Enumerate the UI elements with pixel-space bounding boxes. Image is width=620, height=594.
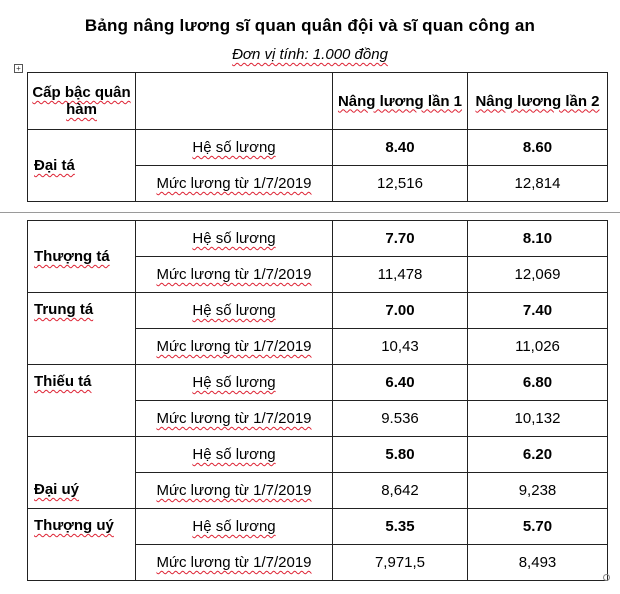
salary-label: Mức lương từ 1/7/2019 bbox=[136, 166, 333, 202]
salary-raise-1: 7,971,5 bbox=[333, 545, 468, 581]
rank-cell: Đại uý bbox=[28, 437, 136, 509]
coef-label: Hệ số lương bbox=[136, 509, 333, 545]
rank-cell: Đại tá bbox=[28, 130, 136, 202]
coef-raise-2: 8.10 bbox=[468, 221, 608, 257]
coef-raise-2: 6.20 bbox=[468, 437, 608, 473]
page-break-divider bbox=[0, 212, 620, 213]
coef-raise-1: 5.80 bbox=[333, 437, 468, 473]
unit-text: Đơn vị tính: 1.000 đồng bbox=[232, 46, 388, 63]
table-move-handle-icon[interactable]: + bbox=[14, 64, 23, 73]
header-blank bbox=[136, 73, 333, 130]
salary-table-part-1 bbox=[27, 72, 608, 202]
salary-label: Mức lương từ 1/7/2019 bbox=[136, 401, 333, 437]
coef-label: Hệ số lương bbox=[136, 130, 333, 166]
table-row bbox=[28, 130, 608, 166]
header-raise-1: Nâng lương lần 1 bbox=[333, 73, 468, 130]
coef-raise-2: 6.80 bbox=[468, 365, 608, 401]
coef-raise-2: 8.60 bbox=[468, 130, 608, 166]
coef-raise-1: 8.40 bbox=[333, 130, 468, 166]
rank-cell: Trung tá bbox=[28, 293, 136, 365]
salary-raise-1: 11,478 bbox=[333, 257, 468, 293]
salary-raise-2: 8,493 bbox=[468, 545, 608, 581]
table-row bbox=[28, 365, 608, 401]
resize-handle-icon[interactable] bbox=[603, 574, 610, 581]
salary-raise-1: 8,642 bbox=[333, 473, 468, 509]
table-row bbox=[28, 509, 608, 545]
salary-raise-1: 9.536 bbox=[333, 401, 468, 437]
coef-label: Hệ số lương bbox=[136, 365, 333, 401]
coef-raise-2: 5.70 bbox=[468, 509, 608, 545]
unit-note bbox=[0, 46, 620, 63]
salary-label: Mức lương từ 1/7/2019 bbox=[136, 545, 333, 581]
coef-label: Hệ số lương bbox=[136, 437, 333, 473]
table-row bbox=[28, 437, 608, 473]
rank-cell: Thượng tá bbox=[28, 221, 136, 293]
document-title: Bảng nâng lương sĩ quan quân đội và sĩ quan công an bbox=[84, 16, 536, 35]
salary-label: Mức lương từ 1/7/2019 bbox=[136, 257, 333, 293]
coef-raise-1: 7.00 bbox=[333, 293, 468, 329]
salary-raise-2: 9,238 bbox=[468, 473, 608, 509]
coef-raise-2: 7.40 bbox=[468, 293, 608, 329]
coef-raise-1: 7.70 bbox=[333, 221, 468, 257]
coef-label: Hệ số lương bbox=[136, 221, 333, 257]
salary-label: Mức lương từ 1/7/2019 bbox=[136, 329, 333, 365]
table-row bbox=[28, 293, 608, 329]
rank-cell: Thiếu tá bbox=[28, 365, 136, 437]
salary-label: Mức lương từ 1/7/2019 bbox=[136, 473, 333, 509]
salary-raise-2: 11,026 bbox=[468, 329, 608, 365]
coef-raise-1: 5.35 bbox=[333, 509, 468, 545]
rank-cell: Thượng uý bbox=[28, 509, 136, 581]
salary-raise-1: 10,43 bbox=[333, 329, 468, 365]
header-row bbox=[28, 73, 608, 130]
salary-raise-1: 12,516 bbox=[333, 166, 468, 202]
coef-label: Hệ số lương bbox=[136, 293, 333, 329]
header-rank: Cấp bậc quân hàm bbox=[28, 73, 136, 130]
salary-raise-2: 10,132 bbox=[468, 401, 608, 437]
salary-raise-2: 12,814 bbox=[468, 166, 608, 202]
table-row bbox=[28, 221, 608, 257]
header-raise-2: Nâng lương lần 2 bbox=[468, 73, 608, 130]
salary-raise-2: 12,069 bbox=[468, 257, 608, 293]
salary-table-part-2 bbox=[27, 220, 608, 581]
coef-raise-1: 6.40 bbox=[333, 365, 468, 401]
